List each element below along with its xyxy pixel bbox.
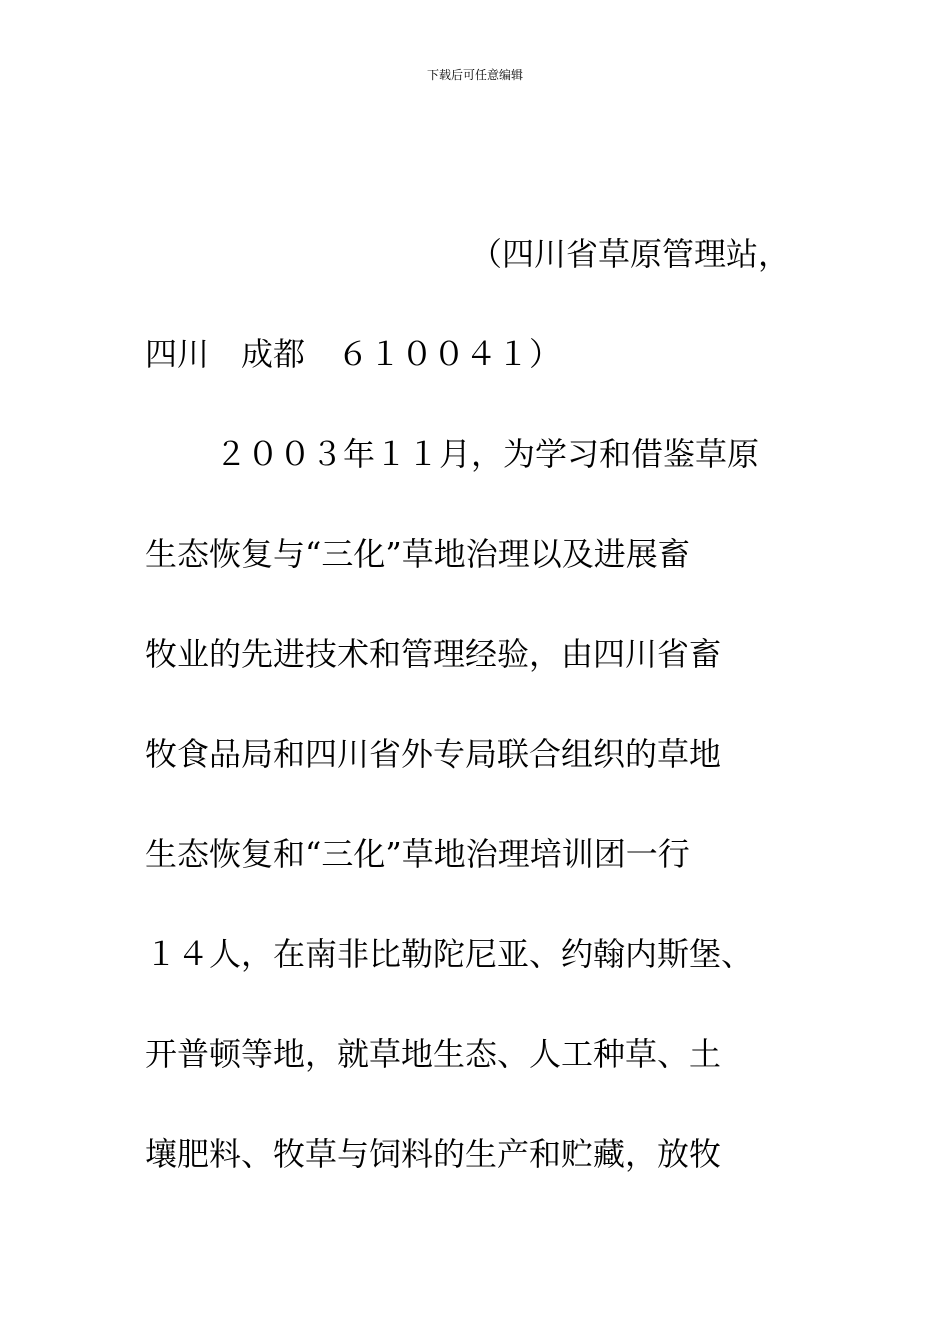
paragraph-line-3: 牧业的先进技术和管理经验，由四川省畜 <box>145 635 722 673</box>
paragraph-line-1: ２００３年１１月，为学习和借鉴草原 <box>215 435 760 473</box>
header-note: 下载后可任意编辑 <box>426 68 523 82</box>
paragraph-line-6: １４人，在南非比勒陀尼亚、约翰内斯堡、 <box>145 935 754 973</box>
affiliation-line-2: 四川 成都 ６１００４１） <box>145 335 562 373</box>
paragraph-line-5: 生态恢复和“三化”草地治理培训团一行 <box>145 835 690 873</box>
paragraph-line-7: 开普顿等地，就草地生态、人工种草、土 <box>145 1035 722 1073</box>
paragraph-line-8: 壤肥料、牧草与饲料的生产和贮藏，放牧 <box>145 1135 722 1173</box>
paragraph-line-4: 牧食品局和四川省外专局联合组织的草地 <box>145 735 722 773</box>
affiliation-line-1: （四川省草原管理站， <box>470 235 791 273</box>
paragraph-line-2: 生态恢复与“三化”草地治理以及进展畜 <box>145 535 690 573</box>
